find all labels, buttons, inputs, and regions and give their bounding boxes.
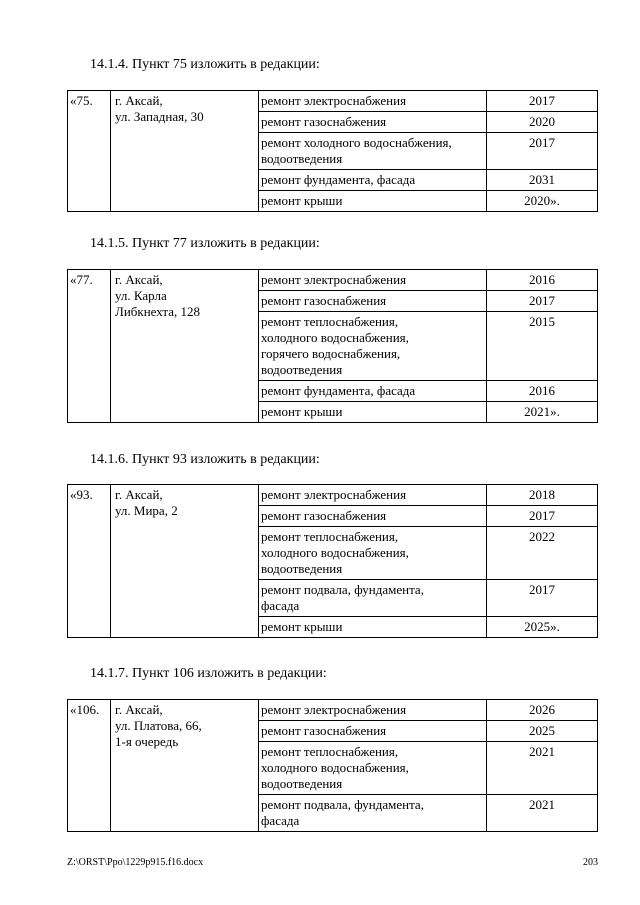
address-cell bbox=[111, 700, 259, 832]
work-type-line: ремонт подвала, фундамента, bbox=[261, 582, 424, 597]
year-cell: 2017 bbox=[487, 133, 598, 170]
section-heading: 14.1.7. Пункт 106 изложить в редакции: bbox=[90, 666, 327, 681]
work-type-line: ремонт крыши bbox=[261, 619, 343, 634]
year-cell: 2020». bbox=[487, 191, 598, 212]
work-type-cell bbox=[259, 112, 487, 133]
work-type-line: фасада bbox=[261, 813, 300, 828]
work-type-line: водоотведения bbox=[261, 776, 343, 791]
year-cell: 2025 bbox=[487, 721, 598, 742]
address-cell bbox=[111, 270, 259, 423]
year-cell: 2016 bbox=[487, 270, 598, 291]
address-line: ул. Карла bbox=[115, 288, 167, 303]
work-type-line: ремонт холодного водоснабжения, bbox=[261, 135, 452, 150]
work-type-cell bbox=[259, 191, 487, 212]
work-type-cell bbox=[259, 617, 487, 638]
work-type-line: водоотведения bbox=[261, 151, 343, 166]
address-line: г. Аксай, bbox=[115, 93, 163, 108]
work-type-line: ремонт электроснабжения bbox=[261, 272, 407, 287]
section-heading: 14.1.6. Пункт 93 изложить в редакции: bbox=[90, 452, 320, 467]
section-heading: 14.1.5. Пункт 77 изложить в редакции: bbox=[90, 236, 320, 251]
work-type-cell bbox=[259, 485, 487, 506]
year-cell: 2016 bbox=[487, 381, 598, 402]
section-heading: 14.1.4. Пункт 75 изложить в редакции: bbox=[90, 57, 320, 72]
year-cell: 2017 bbox=[487, 291, 598, 312]
work-type-cell bbox=[259, 527, 487, 580]
footer-file-path: Z:\ORST\Ppo\1229p915.f16.docx bbox=[67, 857, 204, 868]
page-number: 203 bbox=[583, 857, 598, 868]
work-type-line: ремонт фундамента, фасада bbox=[261, 172, 416, 187]
work-type-line: ремонт крыши bbox=[261, 404, 343, 419]
table-row bbox=[68, 91, 598, 112]
address-line: г. Аксай, bbox=[115, 702, 163, 717]
repair-schedule-table bbox=[67, 484, 598, 638]
address-line: 1-я очередь bbox=[115, 734, 179, 749]
work-type-line: ремонт теплоснабжения, bbox=[261, 529, 399, 544]
item-number: «106. bbox=[68, 700, 111, 832]
work-type-cell bbox=[259, 402, 487, 423]
item-number: «75. bbox=[68, 91, 111, 212]
year-cell: 2017 bbox=[487, 91, 598, 112]
work-type-line: холодного водоснабжения, bbox=[261, 760, 409, 775]
year-cell: 2031 bbox=[487, 170, 598, 191]
table-row bbox=[68, 270, 598, 291]
address-line: г. Аксай, bbox=[115, 487, 163, 502]
work-type-cell bbox=[259, 312, 487, 381]
work-type-line: водоотведения bbox=[261, 561, 343, 576]
address-line: г. Аксай, bbox=[115, 272, 163, 287]
work-type-line: ремонт фундамента, фасада bbox=[261, 383, 416, 398]
work-type-line: ремонт крыши bbox=[261, 193, 343, 208]
work-type-line: холодного водоснабжения, bbox=[261, 545, 409, 560]
year-cell: 2025». bbox=[487, 617, 598, 638]
table-row bbox=[68, 485, 598, 506]
work-type-cell bbox=[259, 381, 487, 402]
year-cell: 2017 bbox=[487, 506, 598, 527]
work-type-cell bbox=[259, 506, 487, 527]
table-row bbox=[68, 700, 598, 721]
item-number: «93. bbox=[68, 485, 111, 638]
work-type-line: ремонт газоснабжения bbox=[261, 114, 387, 129]
work-type-cell bbox=[259, 580, 487, 617]
item-number: «77. bbox=[68, 270, 111, 423]
work-type-line: ремонт теплоснабжения, bbox=[261, 744, 399, 759]
address-line: Либкнехта, 128 bbox=[115, 304, 201, 319]
work-type-cell bbox=[259, 270, 487, 291]
work-type-line: ремонт газоснабжения bbox=[261, 293, 387, 308]
work-type-cell bbox=[259, 291, 487, 312]
year-cell: 2017 bbox=[487, 580, 598, 617]
address-line: ул. Платова, 66, bbox=[115, 718, 202, 733]
work-type-line: ремонт теплоснабжения, bbox=[261, 314, 399, 329]
address-line: ул. Западная, 30 bbox=[115, 109, 204, 124]
year-cell: 2021». bbox=[487, 402, 598, 423]
work-type-line: ремонт газоснабжения bbox=[261, 723, 387, 738]
work-type-cell bbox=[259, 742, 487, 795]
work-type-line: ремонт электроснабжения bbox=[261, 487, 407, 502]
address-line: ул. Мира, 2 bbox=[115, 503, 178, 518]
work-type-line: ремонт подвала, фундамента, bbox=[261, 797, 424, 812]
work-type-line: ремонт газоснабжения bbox=[261, 508, 387, 523]
year-cell: 2021 bbox=[487, 742, 598, 795]
year-cell: 2021 bbox=[487, 795, 598, 832]
work-type-cell bbox=[259, 170, 487, 191]
work-type-line: ремонт электроснабжения bbox=[261, 93, 407, 108]
repair-schedule-table bbox=[67, 269, 598, 423]
work-type-line: фасада bbox=[261, 598, 300, 613]
year-cell: 2020 bbox=[487, 112, 598, 133]
work-type-cell bbox=[259, 700, 487, 721]
work-type-cell bbox=[259, 133, 487, 170]
work-type-line: горячего водоснабжения, bbox=[261, 346, 401, 361]
work-type-cell bbox=[259, 721, 487, 742]
address-cell bbox=[111, 485, 259, 638]
work-type-cell bbox=[259, 795, 487, 832]
year-cell: 2018 bbox=[487, 485, 598, 506]
work-type-cell bbox=[259, 91, 487, 112]
year-cell: 2026 bbox=[487, 700, 598, 721]
work-type-line: ремонт электроснабжения bbox=[261, 702, 407, 717]
year-cell: 2022 bbox=[487, 527, 598, 580]
work-type-line: холодного водоснабжения, bbox=[261, 330, 409, 345]
address-cell bbox=[111, 91, 259, 212]
work-type-line: водоотведения bbox=[261, 362, 343, 377]
year-cell: 2015 bbox=[487, 312, 598, 381]
repair-schedule-table bbox=[67, 699, 598, 832]
repair-schedule-table bbox=[67, 90, 598, 212]
